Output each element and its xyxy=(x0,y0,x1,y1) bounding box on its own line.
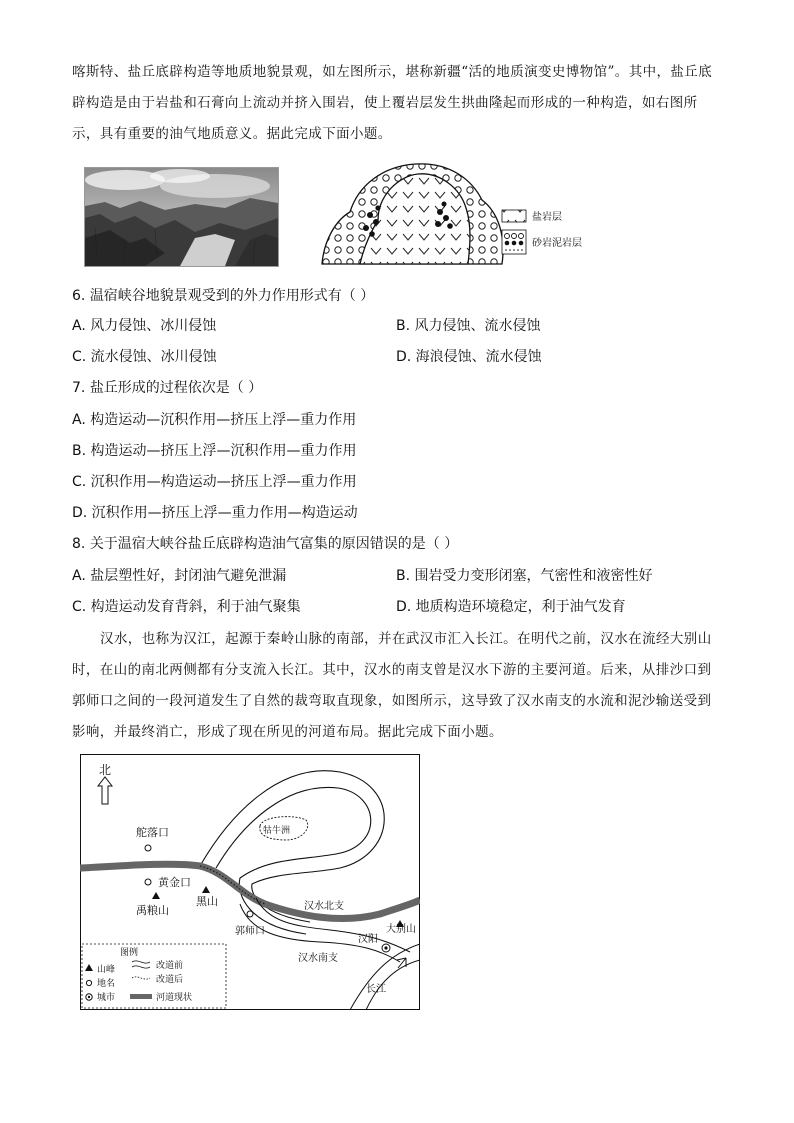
option-8c: C. 构造运动发育背斜，利于油气聚集 xyxy=(72,599,301,615)
option-7c: C. 沉积作用—构造运动—挤压上浮—重力作用 xyxy=(72,474,357,490)
question-8-stem xyxy=(72,534,458,554)
legend-city-label: 城市 xyxy=(97,993,116,1003)
legend-title: 图例 xyxy=(120,948,139,958)
option-7b: B. 构造运动—挤压上浮—沉积作用—重力作用 xyxy=(72,443,357,459)
guoshikou-label: 郭师口 xyxy=(235,926,265,937)
hanyang-label: 汉阳 xyxy=(358,934,378,945)
intro-paragraph: 喀斯特、盐丘底辟构造等地质地貌景观，如左图所示，堪称新疆“活的地质演变史博物馆”。其中，盐丘底辟构造是由于岩盐和石膏向上流动并挤入围岩，使上覆岩层发生拱曲隆起而形成的一种构造，如右图所示，具有重要的油气地质意义。据此完成下面小题。 xyxy=(72,64,713,142)
hanshui-map xyxy=(80,754,420,1010)
legend-peak-label: 山峰 xyxy=(97,965,116,975)
option-8a: A. 盐层塑性好，封闭油气避免泄漏 xyxy=(72,568,287,584)
question-number: 8. xyxy=(72,536,86,552)
option-7a: A. 构造运动—沉积作用—挤压上浮—重力作用 xyxy=(72,412,357,428)
yuliangshan-label: 禹粮山 xyxy=(136,904,169,917)
zhanniuzhou-label: 牯牛洲 xyxy=(263,826,291,836)
changjiang-label: 长江 xyxy=(366,984,386,995)
question-text: 温宿峡谷地貌景观受到的外力作用形式有（ ） xyxy=(89,288,375,304)
option-6c: C. 流水侵蚀、冰川侵蚀 xyxy=(72,349,217,365)
legend-place-label: 地名 xyxy=(97,979,116,989)
salt-dome-diagram xyxy=(320,160,620,268)
legend-before-label: 改道前 xyxy=(156,961,184,971)
hanshuinanzhi-label: 汉水南支 xyxy=(298,953,338,964)
legend-sand-label: 砂岩泥岩层 xyxy=(532,238,582,249)
north-label: 北 xyxy=(99,763,112,777)
question-text: 盐丘形成的过程依次是（ ） xyxy=(89,380,263,396)
map-legend xyxy=(82,944,226,1008)
option-6a: A. 风力侵蚀、冰川侵蚀 xyxy=(72,318,217,334)
dabieshan-label: 大别山 xyxy=(386,924,416,935)
question-text: 关于温宿大峡谷盐丘底辟构造油气富集的原因错误的是（ ） xyxy=(89,536,459,552)
option-6b: B. 风力侵蚀、流水侵蚀 xyxy=(396,318,541,334)
option-8b: B. 围岩受力变形闭塞，气密性和液密性好 xyxy=(396,568,653,584)
legend-salt-label: 盐岩层 xyxy=(532,212,562,223)
legend-current-icon xyxy=(130,994,152,999)
hanshui-paragraph: 汉水，也称为汉江，起源于秦岭山脉的南部，并在武汉市汇入长江。在明代之前，汉水在流经大别山时，在山的南北两侧都有分支流入长江。其中，汉水的南支曾是汉水下游的主要河道。后来，从排沙口到郭师口之间的一段河道发生了自然的裁弯取直现象，如图所示，这导致了汉水南支的水流和泥沙输送受到影响，并最终消亡，形成了现在所见的河道布局。据此完成下面小题。 xyxy=(72,631,712,740)
legend-after-label: 改道后 xyxy=(156,975,184,985)
option-8d: D. 地质构造环境稳定，利于油气发育 xyxy=(396,599,626,615)
option-6d: D. 海浪侵蚀、流水侵蚀 xyxy=(396,349,542,365)
canyon-photo xyxy=(84,167,279,267)
option-7d: D. 沉积作用—挤压上浮—重力作用—构造运动 xyxy=(72,505,358,521)
heishan-label: 黑山 xyxy=(196,895,218,908)
question-6-stem xyxy=(72,286,374,306)
question-number: 6. xyxy=(72,288,86,304)
huangjinkou-label: 黄金口 xyxy=(158,876,191,889)
hanshuibeizhi-label: 汉水北支 xyxy=(304,901,344,912)
question-number: 7. xyxy=(72,380,86,396)
legend-current-label: 河道现状 xyxy=(156,993,193,1003)
tuoluokou-label: 舵落口 xyxy=(136,826,169,839)
question-7-stem xyxy=(72,378,262,398)
